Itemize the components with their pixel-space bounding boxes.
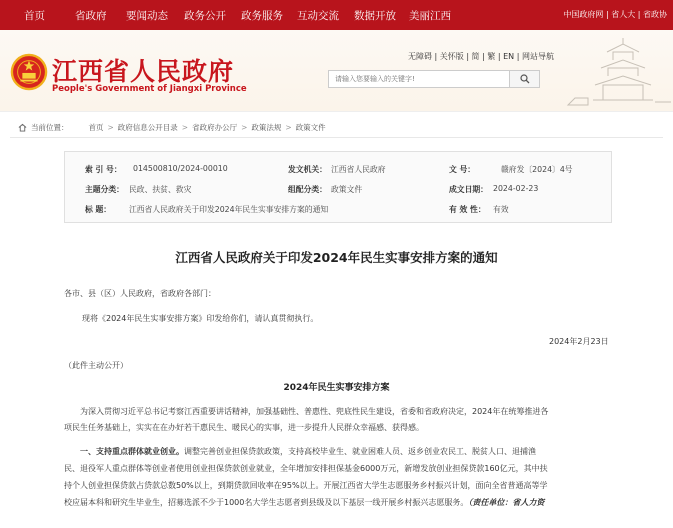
search-icon (520, 74, 530, 84)
plan-para2-heading: 一、支持重点群体就业创业。 (80, 447, 184, 456)
plan-para2-line1 (80, 446, 536, 457)
meta-valid-label: 有 效 性： (449, 205, 486, 214)
breadcrumb-regulations[interactable]: 政策法规 (251, 123, 282, 132)
breadcrumb-info-catalog[interactable]: 政府信息公开目录 (117, 123, 178, 132)
nav-news[interactable]: 要闻动态 (126, 10, 168, 22)
site-subtitle: People's Government of Jiangxi Province (52, 84, 247, 94)
meta-index-value: 014500810/2024-00010 (133, 164, 228, 173)
header-tools[interactable]: 无障碍 | 关怀版 | 简 | 繁 | EN | 网站导航 (408, 52, 554, 61)
breadcrumb-label: 当前位置： (31, 123, 69, 132)
national-emblem-icon (10, 52, 48, 92)
doc-public-note: （此件主动公开） (64, 361, 128, 370)
meta-topic-value: 民政、扶贫、救灾 (129, 185, 192, 194)
meta-genre-value: 政策文件 (331, 185, 363, 194)
plan-title: 2024年民生实事安排方案 (283, 383, 390, 393)
meta-docno-value: 赣府发〔2024〕4号 (501, 165, 573, 174)
nav-gov-affairs[interactable]: 政务公开 (184, 10, 226, 22)
meta-issuer-label: 发文机关： (288, 165, 327, 174)
breadcrumb-policy-docs[interactable]: 政策文件 (295, 123, 326, 132)
breadcrumb: 当前位置： 首页 > 政府信息公开目录 > 省政府办公厅 > 政策法规 > 政策文件 (18, 122, 326, 133)
nav-open-data[interactable]: 数据开放 (354, 10, 396, 22)
plan-para2-line4 (64, 497, 544, 508)
meta-docno-label: 文 号： (449, 165, 476, 174)
nav-external-links[interactable]: 中国政府网 | 省人大 | 省政协 (563, 10, 667, 19)
nav-interaction[interactable]: 互动交流 (297, 10, 339, 22)
meta-subject-value: 江西省人民政府关于印发2024年民生实事安排方案的通知 (129, 205, 329, 214)
plan-para2-line3: 持个人创业担保贷款占贷款总数50%以上，到期贷款回收率在95%以上。开展江西省大学生志愿服务乡村振兴计划，面向全省普通高等学 (64, 481, 548, 490)
breadcrumb-divider (10, 137, 663, 138)
meta-index-label: 索 引 号： (85, 165, 122, 174)
plan-para2-line2: 民、退役军人重点群体等创业者使用创业担保贷款创业就业，全年增加安排担保基金6000万元，新增发放创业担保贷款160亿元，其中扶 (64, 464, 548, 473)
top-nav (0, 0, 673, 30)
doc-title: 江西省人民政府关于印发2024年民生实事安排方案的通知 (175, 250, 498, 265)
site-title: 江西省人民政府 (52, 57, 235, 86)
doc-meta-table (64, 151, 612, 223)
meta-valid-value: 有效 (493, 205, 509, 214)
meta-issuer-value: 江西省人民政府 (331, 165, 386, 174)
home-icon (18, 123, 27, 132)
tengwang-pavilion-illustration (563, 30, 673, 112)
plan-para2-line4-text: 校应届本科和研究生毕业生，招募选派不少于1000名大学生志愿者到县级及以下基层一线开展乡村振兴志愿服务。 (64, 498, 469, 507)
search-button[interactable] (510, 70, 540, 88)
site-header (0, 30, 673, 112)
breadcrumb-office[interactable]: 省政府办公厅 (192, 123, 238, 132)
doc-date: 2024年2月23日 (549, 337, 609, 346)
meta-subject-label: 标 题： (85, 205, 112, 214)
meta-topic-label: 主题分类： (85, 185, 124, 194)
doc-body-1: 现将《2024年民生实事安排方案》印发给你们，请认真贯彻执行。 (82, 314, 319, 323)
nav-gov-service[interactable]: 政务服务 (241, 10, 283, 22)
nav-home[interactable]: 首页 (24, 10, 45, 22)
doc-salutation: 各市、县（区）人民政府，省政府各部门： (64, 289, 216, 298)
plan-para2-responsible: （责任单位：省人力资 (468, 498, 545, 507)
meta-date-value: 2024-02-23 (493, 184, 539, 193)
plan-para1-line1: 为深入贯彻习近平总书记考察江西重要讲话精神，加强基础性、普惠性、兜底性民生建设，省委和省政府决定，2024年在统筹推进各 (80, 407, 549, 416)
nav-province-gov[interactable]: 省政府 (75, 10, 107, 22)
plan-para1-line2: 项民生任务基础上，实实在在办好若干惠民生、暖民心的实事，进一步提升人民群众幸福感、获得感。 (64, 423, 424, 432)
breadcrumb-home[interactable]: 首页 (88, 123, 104, 132)
plan-para2-line1-rest: 调整完善创业担保贷款政策，支持高校毕业生、就业困难人员、返乡创业农民工、脱贫人口、退捕渔 (184, 447, 536, 456)
nav-beautiful-jiangxi[interactable]: 美丽江西 (409, 10, 451, 22)
meta-genre-label: 组配分类： (288, 185, 327, 194)
meta-date-label: 成文日期： (449, 185, 488, 194)
search-input[interactable] (328, 70, 510, 88)
